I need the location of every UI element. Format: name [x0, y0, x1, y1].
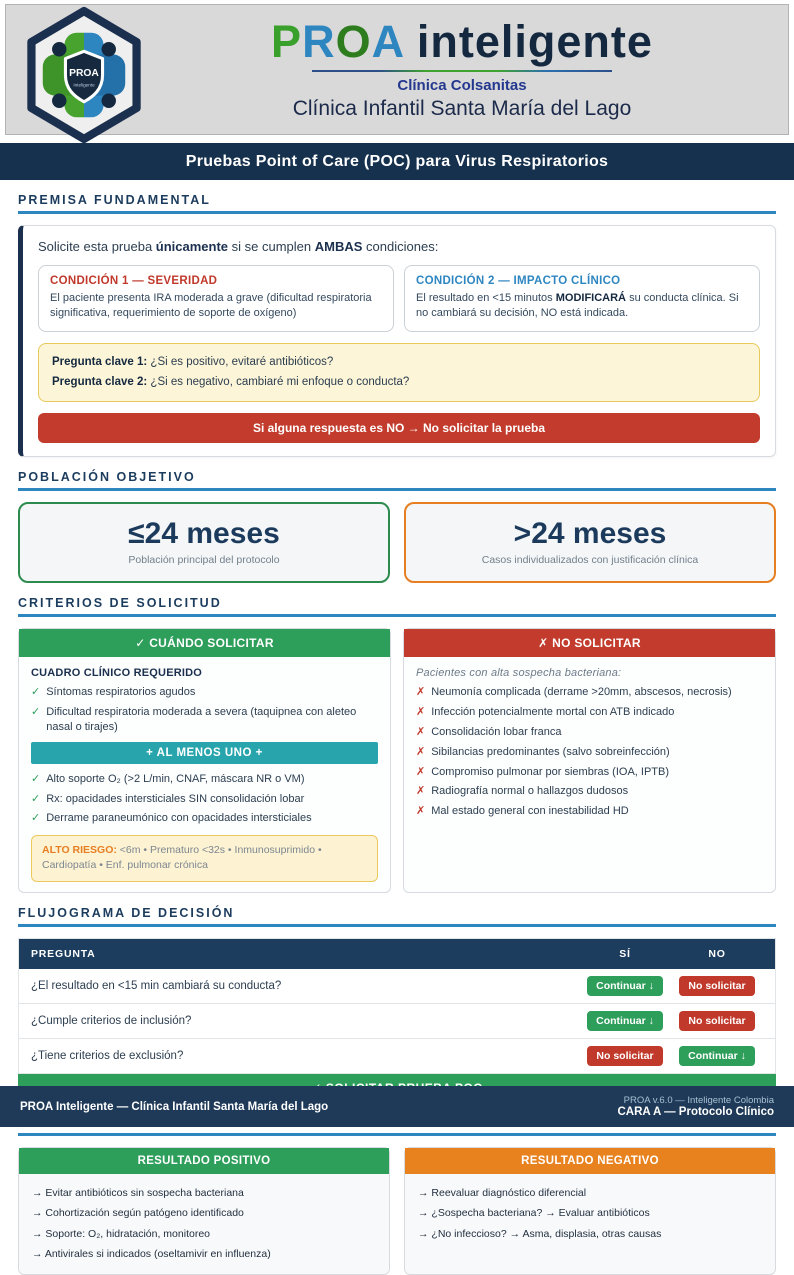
decision-row	[19, 1039, 775, 1074]
list-item-text: Infección potencialmente mortal con ATB indicado	[431, 706, 675, 718]
high-risk-box	[31, 835, 378, 881]
list-item	[416, 725, 763, 740]
positive-result-card	[18, 1147, 390, 1275]
decision-question: ¿Tiene criterios de exclusión?	[31, 1049, 184, 1062]
negative-result-item: → ¿No infeccioso? → Asma, displasia, otras causas	[418, 1227, 662, 1240]
decision-table	[18, 938, 776, 1074]
population-card-under24	[18, 502, 390, 583]
list-item	[416, 765, 763, 780]
population-caption: Casos individualizados con justificación clínica	[481, 554, 699, 567]
condition-1-title: CONDICIÓN 1 — SEVERIDAD	[50, 275, 218, 287]
section-premisa-heading: PREMISA FUNDAMENTAL	[18, 193, 776, 214]
condition-2-title: CONDICIÓN 2 — IMPACTO CLÍNICO	[416, 275, 621, 287]
positive-result-item: → Cohortización según patógeno identificado	[32, 1207, 244, 1220]
cross-icon: ✗	[416, 686, 426, 699]
list-item	[416, 705, 763, 720]
footer-right-block	[617, 1095, 774, 1118]
brand-letter-o: O	[335, 15, 372, 67]
high-risk-label: ALTO RIESGO:	[42, 844, 117, 857]
footer-left-text: PROA Inteligente — Clínica Infantil Santa María del Lago	[20, 1100, 329, 1113]
high-risk-text: <6m • Prematuro <32s • Inmunosuprimido • Cardiopatía • Enf. pulmonar crónica	[42, 844, 322, 872]
check-icon: ✓	[31, 706, 41, 718]
required-list	[31, 685, 378, 735]
footer-version: PROA v.6.0 — Inteligente Colombia	[623, 1095, 774, 1106]
criteria-row	[18, 628, 776, 893]
cross-icon: ✗	[416, 745, 426, 758]
proa-logo-graphic	[20, 8, 148, 142]
when-to-request-body	[19, 657, 390, 892]
list-item	[416, 685, 763, 700]
cross-icon: ✗	[416, 785, 426, 798]
yes-cell	[579, 976, 671, 996]
list-item	[416, 784, 763, 799]
no-cell	[671, 1011, 763, 1031]
population-value: ≤24 meses	[128, 517, 280, 551]
intro-text: si se cumplen	[228, 239, 315, 254]
col-si: SÍ	[619, 947, 631, 960]
brand-rest: inteligente	[403, 15, 653, 67]
footer-cara: CARA A — Protocolo Clínico	[617, 1106, 774, 1118]
do-not-request-body	[404, 657, 775, 892]
conditions-row	[38, 265, 760, 332]
document-title-bar: Pruebas Point of Care (POC) para Virus Respiratorios	[0, 143, 794, 180]
key-question	[52, 352, 746, 373]
yes-cell	[579, 1011, 671, 1031]
key-question-label: Pregunta clave 1:	[52, 355, 148, 368]
positive-result-item: → Antivirales si indicados (oseltamivir en influenza)	[32, 1248, 271, 1261]
positive-result-item: → Soporte: O₂, hidratación, monitoreo	[32, 1227, 210, 1240]
brand-title	[271, 15, 653, 67]
footer	[0, 1086, 794, 1127]
cross-icon: ✗	[416, 805, 426, 818]
yes-badge: Continuar ↓	[587, 1011, 663, 1031]
brand-letter-p: P	[271, 15, 303, 67]
list-item-text: Neumonía complicada (derrame >20mm, abscesos, necrosis)	[431, 686, 732, 699]
population-card-over24	[404, 502, 776, 583]
list-item-text: Síntomas respiratorios agudos	[46, 686, 196, 699]
no-badge: No solicitar	[679, 976, 754, 996]
negative-result-item: → Reevaluar diagnóstico diferencial	[418, 1186, 587, 1199]
when-to-request-header: ✓ CUÁNDO SOLICITAR	[19, 629, 390, 657]
key-questions-box	[38, 343, 760, 402]
negative-result-header: RESULTADO NEGATIVO	[405, 1148, 775, 1174]
intro-text: condiciones:	[362, 239, 439, 254]
no-cell	[671, 976, 763, 996]
brand-letter-a: A	[371, 15, 404, 67]
col-no: NO	[708, 947, 726, 960]
list-item-text: Alto soporte O₂ (>2 L/min, CNAF, máscara NR o VM)	[46, 772, 305, 785]
list-item	[31, 772, 378, 787]
yes-cell	[579, 1046, 671, 1066]
list-item-text: Mal estado general con inestabilidad HD	[431, 805, 629, 818]
list-item-text: Rx: opacidades intersticiales SIN consolidación lobar	[46, 792, 305, 805]
no-cell	[671, 1046, 763, 1066]
condition-1-card	[38, 265, 394, 332]
negative-result-card	[404, 1147, 776, 1275]
exclusion-list	[416, 685, 763, 819]
list-item	[416, 745, 763, 760]
results-row	[18, 1147, 776, 1275]
intro-bold-unicamente: únicamente	[155, 239, 229, 254]
section-poblacion-heading: POBLACIÓN OBJETIVO	[18, 470, 776, 491]
population-row	[18, 502, 776, 583]
svg-text:Inteligente: Inteligente	[73, 82, 95, 88]
bacterial-suspicion-subtitle: Pacientes con alta sospecha bacteriana:	[416, 667, 622, 680]
condition-2-card	[404, 265, 760, 332]
check-icon: ✓	[31, 772, 41, 785]
no-badge: No solicitar	[679, 1011, 754, 1031]
yes-badge: No solicitar	[587, 1046, 662, 1066]
list-item-text: Radiografía normal o hallazgos dudosos	[431, 785, 629, 798]
check-icon: ✓	[31, 686, 41, 699]
cross-icon: ✗	[416, 706, 426, 718]
list-item-text: Derrame paraneumónico con opacidades intersticiales	[46, 812, 312, 825]
list-item-text: Dificultad respiratoria moderada a severa (taquipnea con aleteo nasal o tirajes)	[46, 706, 357, 733]
no-badge: Continuar ↓	[679, 1046, 755, 1066]
list-item	[416, 804, 763, 819]
list-item-text: Sibilancias predominantes (salvo sobreinfección)	[431, 745, 670, 758]
do-not-request-card	[403, 628, 776, 893]
condition-1-body: El paciente presenta IRA moderada a grave (dificultad respiratoria significativa, requerimiento de soporte de oxígeno)	[50, 292, 372, 320]
list-item	[31, 792, 378, 807]
decision-row	[19, 1004, 775, 1039]
at-least-one-banner: + AL MENOS UNO +	[31, 742, 378, 764]
check-icon: ✓	[31, 812, 41, 825]
check-icon: ✓	[31, 792, 41, 805]
decision-rows	[19, 969, 775, 1074]
section-flujograma-heading: FLUJOGRAMA DE DECISIÓN	[18, 906, 776, 927]
modificara-bold: MODIFICARÁ	[555, 292, 627, 304]
org-colsanitas: Clínica Colsanitas	[397, 76, 527, 94]
header	[5, 4, 789, 135]
positive-result-header: RESULTADO POSITIVO	[19, 1148, 389, 1174]
negative-result-list	[405, 1174, 775, 1274]
proa-logo	[20, 8, 148, 142]
key-question-text: ¿Si es positivo, evitaré antibióticos?	[147, 355, 334, 368]
key-question-text: ¿Si es negativo, cambiaré mi enfoque o conducta?	[147, 376, 410, 389]
positive-result-list	[19, 1174, 389, 1274]
logo-shield-label: PROA	[69, 68, 99, 80]
premise-intro	[38, 239, 760, 254]
brand-letter-r: R	[302, 15, 336, 67]
do-not-request-header: ✗ NO SOLICITAR	[404, 629, 775, 657]
negative-result-item: → ¿Sospecha bacteriana? → Evaluar antibióticos	[418, 1207, 650, 1220]
required-clinical-subtitle: CUADRO CLÍNICO REQUERIDO	[31, 667, 203, 680]
premise-card	[18, 225, 776, 457]
col-pregunta: PREGUNTA	[31, 947, 96, 960]
key-question-label: Pregunta clave 2:	[52, 376, 148, 389]
list-item-text: Compromiso pulmonar por siembras (IOA, IPTB)	[431, 765, 670, 778]
no-request-alert: Si alguna respuesta es NO → No solicitar la prueba	[38, 413, 760, 443]
cross-icon: ✗	[416, 725, 426, 738]
when-to-request-card	[18, 628, 391, 893]
condition-2-body: El resultado en <15 minutos MODIFICARÁ su conducta clínica. Si no cambiará su decisión, NO está indicada.	[416, 292, 739, 320]
brand-divider	[312, 70, 612, 72]
at-least-one-list	[31, 772, 378, 827]
list-item	[31, 811, 378, 826]
intro-bold-ambas: AMBAS	[314, 239, 363, 254]
decision-question: ¿Cumple criterios de inclusión?	[31, 1014, 192, 1027]
key-question	[52, 372, 746, 393]
yes-badge: Continuar ↓	[587, 976, 663, 996]
list-item	[31, 685, 378, 700]
population-value: >24 meses	[513, 517, 667, 551]
list-item-text: Consolidación lobar franca	[431, 725, 562, 738]
decision-question: ¿El resultado en <15 min cambiará su conducta?	[31, 979, 282, 992]
cross-icon: ✗	[416, 765, 426, 778]
list-item	[31, 705, 378, 735]
decision-table-header	[19, 939, 775, 969]
positive-result-item: → Evitar antibióticos sin sospecha bacteriana	[32, 1186, 244, 1199]
intro-text: Solicite esta prueba	[38, 239, 156, 254]
population-caption: Población principal del protocolo	[128, 554, 280, 567]
protocol-page	[0, 4, 794, 1261]
org-clinica-infantil: Clínica Infantil Santa María del Lago	[292, 96, 632, 120]
section-criterios-heading: CRITERIOS DE SOLICITUD	[18, 596, 776, 617]
decision-row	[19, 969, 775, 1004]
